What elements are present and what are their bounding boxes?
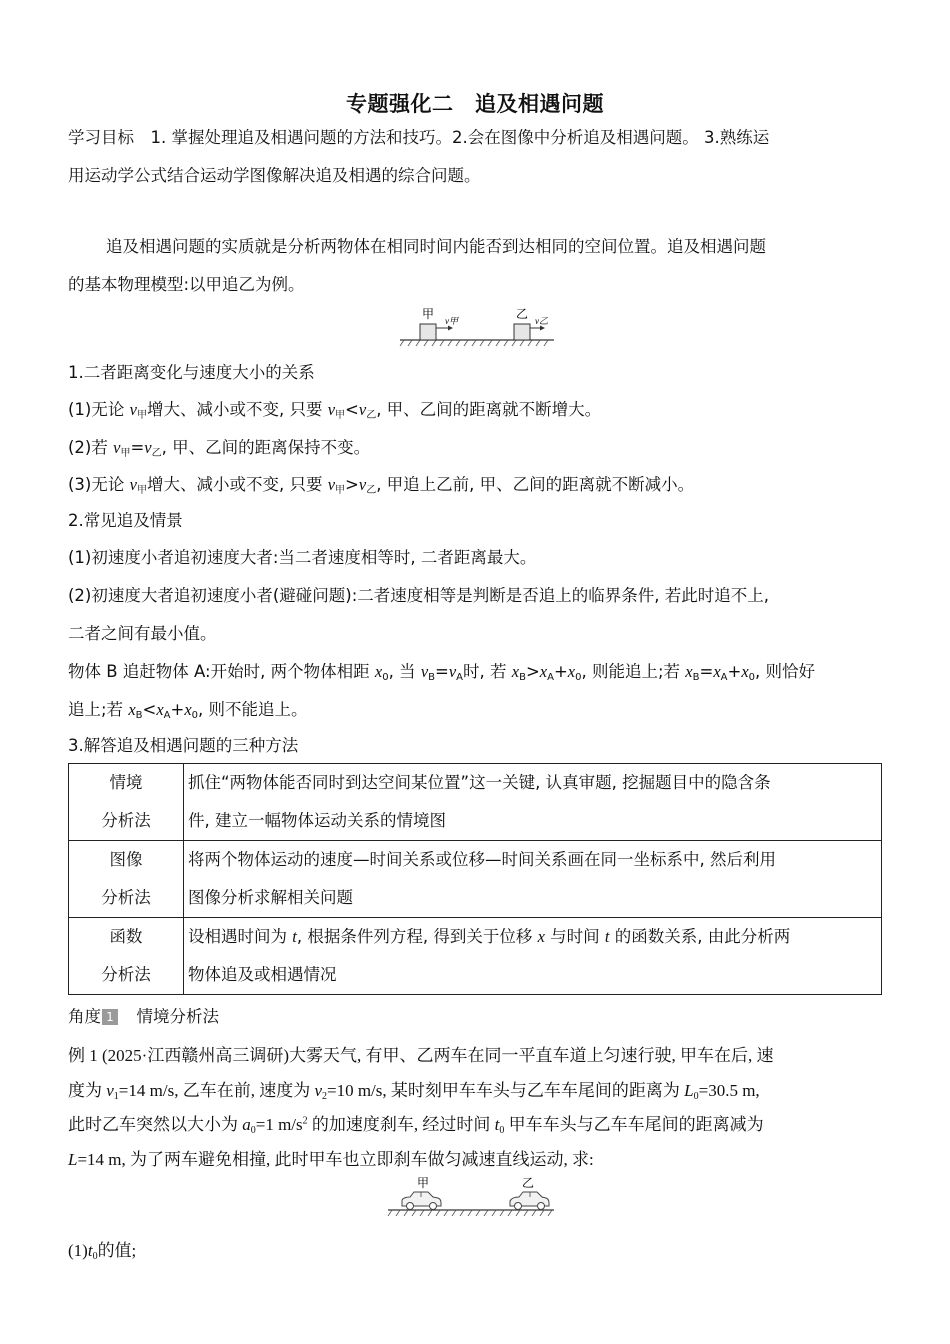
section-2-heading: 2.常见追及情景: [68, 511, 183, 530]
section-1-item-3: (3)无论 $v_甲$增大、减小或不变, 只要 $v_甲>v_乙$, 甲追上乙前, 甲、乙间的距离就不断减小。: [68, 475, 695, 496]
question-1: $(1)t_0$的值;: [68, 1241, 137, 1262]
table-row: [69, 918, 882, 995]
method-desc-cell: 抓住“两物体能否同时到达空间某位置”这一关键, 认真审题, 挖掘题目中的隐含条 件, 建立一幅物体运动关系的情境图: [184, 764, 882, 841]
table-row: [69, 764, 882, 841]
intro-line-1: 追及相遇问题的实质就是分析两物体在相同时间内能否到达相同的空间位置。追及相遇问题: [106, 237, 766, 256]
section-1-item-2: (2)若 $v_甲=v_乙$, 甲、乙间的距离保持不变。: [68, 438, 371, 459]
angle-heading: 角度 1 情境分析法: [68, 1007, 219, 1026]
car-b-icon: [510, 1192, 549, 1210]
block-a: [420, 324, 436, 340]
velocity-b-label: v乙: [535, 316, 548, 326]
objectives-line-2: 用运动学公式结合运动学图像解决追及相遇的综合问题。: [68, 166, 481, 185]
intro-line-2: 的基本物理模型:以甲追乙为例。: [68, 275, 305, 294]
section-3-heading: 3.解答追及相遇问题的三种方法: [68, 736, 299, 755]
section-2-item-2-line-1: (2)初速度大者追初速度小者(避碰问题):二者速度相等是判断是否追上的临界条件, 若此时追不上,: [68, 586, 770, 605]
label-b: 乙: [516, 307, 529, 321]
car-a-label: 甲: [417, 1176, 430, 1190]
two-cars-figure: [386, 1176, 558, 1220]
page-title: 专题强化二 追及相遇问题: [346, 92, 604, 116]
method-name-cell: 函数 分析法: [69, 918, 184, 995]
section-1-heading: 1.二者距离变化与速度大小的关系: [68, 363, 315, 382]
angle-number-badge: 1: [102, 1009, 118, 1025]
example-line-3: 此时乙车突然以大小为 $a_0=1$ $m/s^2$ 的加速度刹车, 经过时间 $t_0$ 甲车车头与乙车车尾间的距离减为: [68, 1115, 764, 1136]
velocity-a-label: v甲: [445, 316, 458, 326]
method-name-cell: 情境 分析法: [69, 764, 184, 841]
section-1-item-1: (1)无论 $v_甲$增大、减小或不变, 只要 $v_甲<v_乙$, 甲、乙间的距离就不断增大。: [68, 400, 602, 421]
section-2-item-1: (1)初速度小者追初速度大者:当二者速度相等时, 二者距离最大。: [68, 548, 537, 567]
method-desc-cell: 将两个物体运动的速度—时间关系或位移—时间关系画在同一坐标系中, 然后利用 图像分析求解相关问题: [184, 841, 882, 918]
section-2-item-2-line-2: 二者之间有最小值。: [68, 624, 217, 643]
chase-blocks-figure: [398, 306, 558, 348]
example-line-4: L=14 m, 为了两车避免相撞, 此时甲车也立即刹车做匀减速直线运动, 求:: [68, 1150, 594, 1169]
objectives-line-1: 学习目标 1. 掌握处理追及相遇问题的方法和技巧。2.会在图像中分析追及相遇问题。 3.熟练运: [68, 128, 770, 147]
example-line-1: 例 1 (2025·江西赣州高三调研)大雾天气, 有甲、乙两车在同一平直车道上匀速行驶, 甲车在后, 速: [68, 1046, 774, 1065]
block-b: [514, 324, 530, 340]
methods-table: [68, 763, 882, 995]
example-line-2: 度为 $v_1=14$ m/s, 乙车在前, 速度为 $v_2=10$ m/s, 某时刻甲车车头与乙车车尾间的距离为 $L_0=30.5$ m,: [68, 1081, 760, 1102]
chase-rule-line-2: 追上;若 $x_B<x_A+x_0$, 则不能追上。: [68, 700, 308, 721]
chase-rule-line-1: 物体 B 追赶物体 A:开始时, 两个物体相距 $x_0$, 当 $v_B=v_A$时, 若 $x_B>x_A+x_0$, 则能追上;若 $x_B=x_A+x_0$, 则恰好: [68, 662, 816, 683]
car-a-icon: [402, 1192, 441, 1210]
method-name-cell: 图像 分析法: [69, 841, 184, 918]
method-desc-cell: 设相遇时间为 t, 根据条件列方程, 得到关于位移 x 与时间 t 的函数关系, 由此分析两 物体追及或相遇情况: [184, 918, 882, 995]
table-row: [69, 841, 882, 918]
car-b-label: 乙: [522, 1176, 535, 1190]
label-a: 甲: [422, 307, 435, 321]
